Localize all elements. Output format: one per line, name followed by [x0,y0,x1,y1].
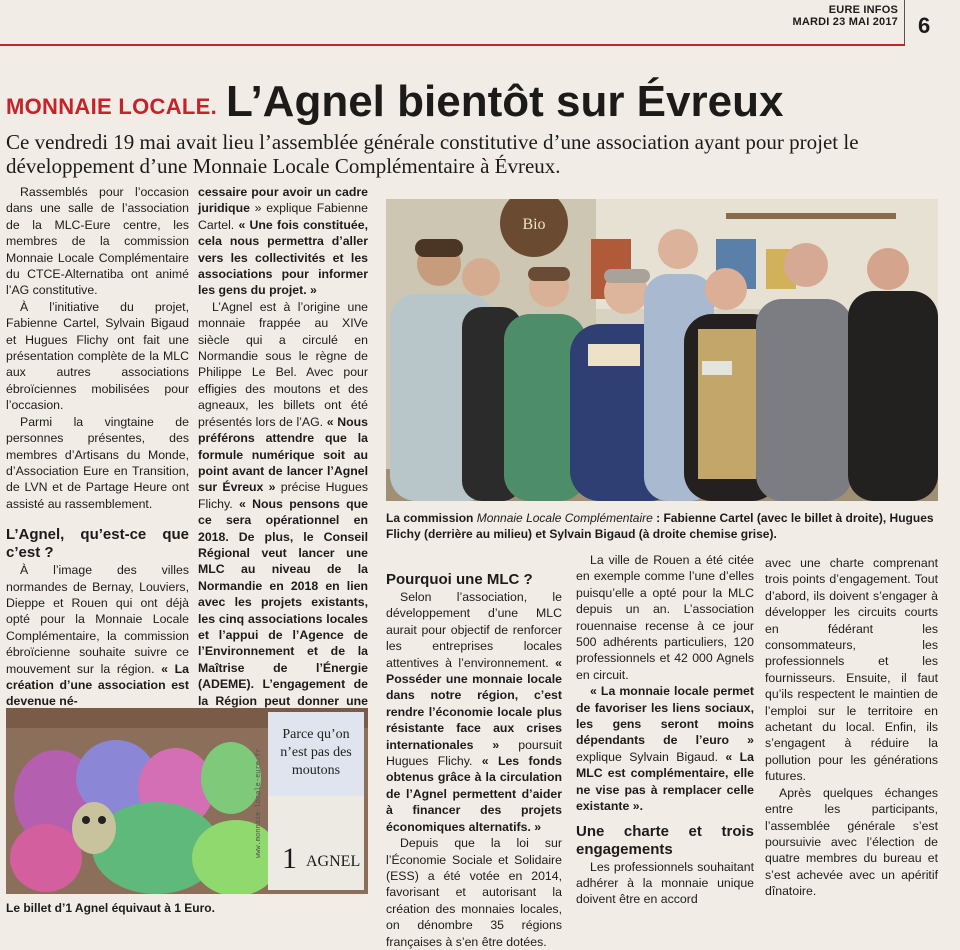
paragraph-text: Selon l’association, le développement d’une MLC aurait pour objectif de renforcer les entreprises locales attentives à l’environnement. [386,590,562,670]
caption-text: : Fabienne Cartel (avec le billet à droite), Hugues Flichy (derrière au milieu) et Sylvain Bigaud (à droite chemise grise). [386,511,934,541]
article-kicker: MONNAIE LOCALE. [6,94,218,119]
banknote-website: www.monnaie-locale-eure.fr [254,748,262,858]
subheading: L’Agnel, qu’est-ce que c’est ? [6,526,189,562]
subheading: Pourquoi une MLC ? [386,571,533,588]
paragraph-text: À l’image des villes normandes de Bernay, Louviers, Dieppe et Rouen qui ont déjà opté pour la Monnaie Locale Complémentaire, la commission ébroïcienne souhaite suivre ce mouvement sur la région. [6,563,189,676]
attribution: poursuit Hugues Flichy. [386,737,562,769]
header-divider [904,0,905,46]
attribution: précise Hugues Flichy. [198,480,368,511]
paragraph [6,562,189,710]
paragraph-text: L’Agnel est à l’origine une monnaie frappée au XIVe siècle qui a circulé en Normandie sous le règne de Philippe Le Bel. Avec pour effigies des moutons et des agneaux, les billets ont été présentés lors de l’AG. [198,299,368,429]
column-4 [576,552,754,908]
paragraph: À l’initiative du projet, Fabienne Cartel, Sylvain Bigaud et Hugues Flichy ont fait une présentation complète de la MLC aux autres associations ébroïciennes mobilisées pour l’occasion. [6,299,189,413]
paragraph: Rassemblés pour l’occasion dans une salle de l’association de la MLC-Eure centre, les membres de la commission Monnaie Locale Complémentaire du CTCE-Alternatiba ont animé l’AG constitutive. [6,185,189,298]
paragraph: Depuis que la loi sur l’Économie Sociale et Solidaire (ESS) a été votée en 2014, favorisant et autorisant la création des monnaies locales, on dénombre 35 régions françaises à s’en être dotées. [386,836,562,949]
banknote-slogan-3: moutons [291,763,341,778]
banknote [702,361,732,375]
attribution: explique Sylvain Bigaud. [576,749,726,764]
photo-caption [386,510,938,542]
column-5 [765,555,938,900]
paragraph [198,299,368,742]
quote: cessaire pour avoir un cadre juridique [198,185,368,216]
page-number: 6 [918,13,931,38]
publication-name: EURE INFOS [828,4,898,16]
subheading: Une charte et trois engagements [576,822,754,858]
banknote-photo [6,708,368,894]
quote: « Nous préférons attendre que la formule numérique soit au point avant de lancer l’Agnel sur Évreux » [198,414,368,495]
banknote-slogan-2: n’est pas des [280,745,352,760]
quote: « Posséder une monnaie locale dans notre région, c’est rendre l’économie locale plus résistante face aux crises internationales » [386,655,562,752]
paragraph: Les professionnels souhaitant adhérer à la monnaie unique doivent être en accord [576,859,754,907]
quote: « La MLC est complémentaire, elle ne vise pas à remplacer celle existante ». [576,749,755,814]
paragraph: avec une charte comprenant trois points d’engagement. Tout d’abord, ils doivent s’engager à développer les circuits courts en fédérant les consommateurs, les professionnels et les fournisseurs. Ensuite, il faut qu’ils respectent le maintien de l’emploi sur le territoire en achetant du local. Enfin, ils s’engagent à réduire la pollution pour les générations futures. [765,556,938,784]
banknote-currency: AGNEL [306,853,361,870]
paragraph [198,184,368,299]
group-photo [386,199,938,501]
column-1 [6,184,189,710]
column-3 [386,571,562,950]
quote: « Nous pensons que ce sera opérationnel en 2018. De plus, le Conseil Régional veut lancer une MLC au niveau de la Normandie en 2018 en lien avec les projets existants, les cinq associations locales et l’appui de l’Agence de l’Environnement et de la Maîtrise de l’Énergie (ADEME). L’engagement de la Région peut donner une [198,496,368,708]
article-title: L’Agnel bientôt sur Évreux [226,77,784,126]
quote: « Une fois constituée, cela nous permettra d’aller vers les collectivités et les associations pour informer les gens du projet. » [198,217,368,298]
attribution: » explique Fabienne Cartel. [198,201,368,232]
paragraph: La ville de Rouen a été citée en exemple comme l’une d’elles puisqu’elle a opté pour la MLC depuis un an. L’association rouennaise recense à ce jour 500 adhérents particuliers, 120 professionnels et 42 000 Agnels en circuit. [576,553,754,682]
article-lead: Ce vendredi 19 mai avait lieu l’assemblée générale constitutive d’une association ayant pour projet le développement d’une Monnaie Locale Complémentaire à Évreux. [6,130,859,178]
paragraph: Après quelques échanges entre les participants, l’assemblée générale s’est poursuivie avec l’élection de quatre membres du bureau et s’est achevée avec un apéritif dînatoire. [765,785,938,899]
paragraph [576,683,754,814]
paragraph: Parmi la vingtaine de personnes présentes, des membres d’Artisans du Monde, d’Association Eure en Transition, de LVN et de Partage Heure ont assisté au rassemblement. [6,414,189,511]
banknote-value: 1 [282,842,297,875]
caption-italic: Monnaie Locale Complémentaire [476,511,653,525]
caption-text: La commission [386,511,477,525]
header-rule [0,44,905,46]
quote: « Les fonds obtenus grâce à la circulation de l’Agnel permettent d’aider à financer des projets économiques alternatifs. » [386,754,562,834]
paragraph [386,589,562,835]
banknote [588,344,640,366]
publication-date: MARDI 23 MAI 2017 [792,16,898,28]
column-2 [198,184,368,742]
banknote-slogan-1: Parce qu’on [282,727,350,742]
quote: « La création d’une association est devenue né- [6,661,190,709]
banknote-caption: Le billet d’1 Agnel équivaut à 1 Euro. [6,901,215,915]
shop-sign: Bio [522,216,546,233]
publication-header [793,4,899,28]
quote: « La monnaie locale permet de favoriser les liens sociaux, les gens seront moins dépendants de l’euro » [576,684,754,748]
